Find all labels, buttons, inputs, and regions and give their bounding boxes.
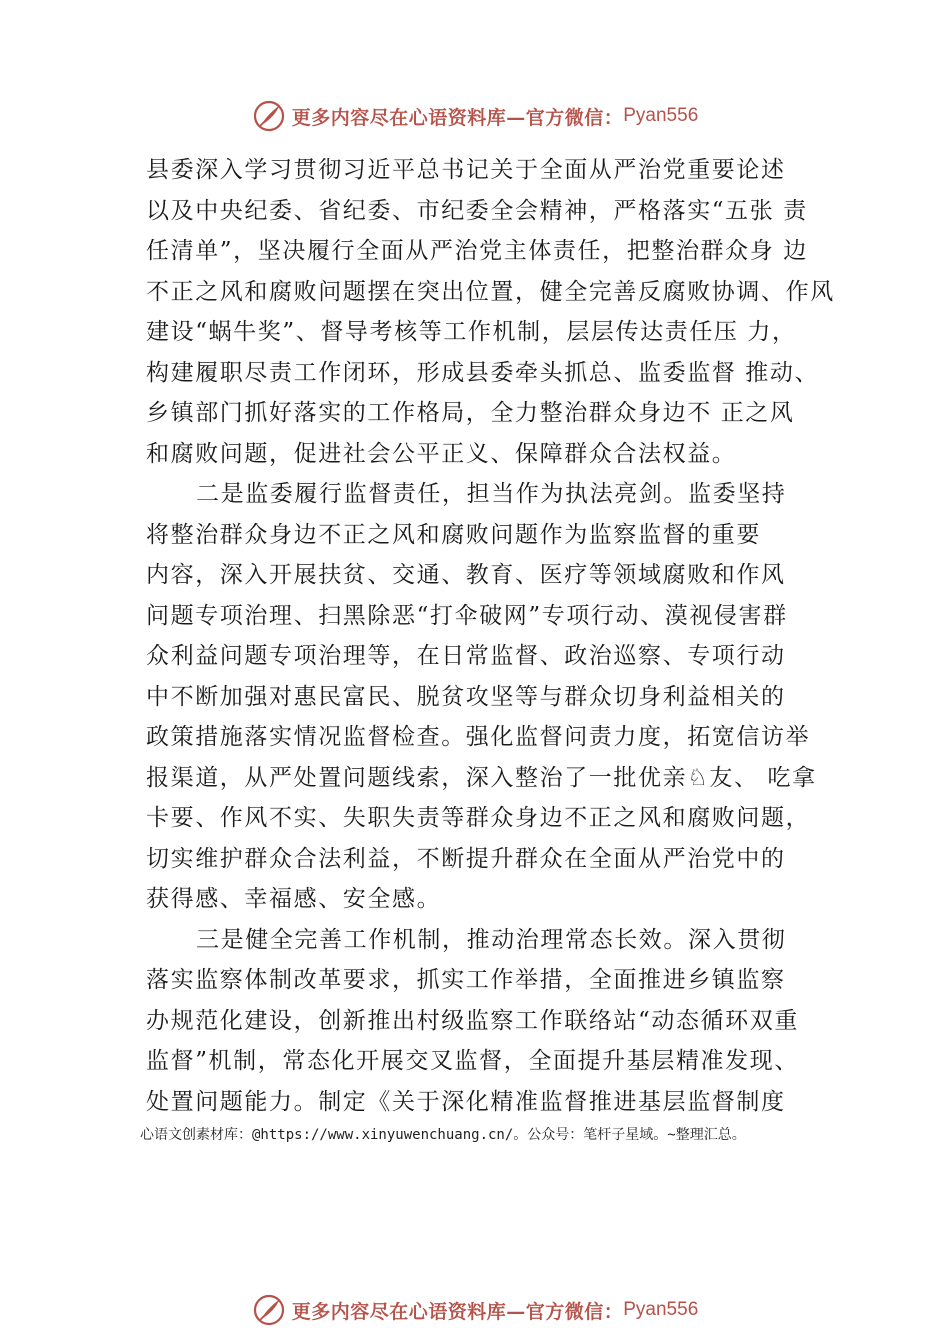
text-line: 办规范化建设，创新推出村级监察工作联络站“动态循环双重 bbox=[146, 1007, 799, 1034]
header-banner bbox=[0, 96, 950, 136]
text-line: 监督”机制，常态化开展交叉监督，全面提升基层精准发现、 bbox=[146, 1048, 799, 1074]
text-line: 建设“蜗牛奖”、督导考核等工作机制，层层传达责任压 力， bbox=[146, 319, 797, 345]
text-line: 卡要、作风不实、失职失责等群众身边不正之风和腐败问题， bbox=[146, 805, 811, 831]
text-line: 不正之风和腐败问题摆在突出位置，健全完善反腐败协调、作风 bbox=[146, 278, 835, 305]
banner-wechat-id: Pyan556 bbox=[623, 1299, 699, 1320]
banner-text: 更多内容尽在心语资料库—官方微信： bbox=[291, 106, 624, 129]
banner-wechat-id: Pyan556 bbox=[623, 105, 699, 126]
text-line: 报渠道，从严处置问题线索，深入整治了一批优亲♘友、 吃拿 bbox=[146, 764, 817, 791]
banner-text: 更多内容尽在心语资料库—官方微信： bbox=[291, 1300, 624, 1323]
footer-source-note: 心语文创素材库：@https://www.xinyuwenchuang.cn/。公众号：笔杆子星域。~整理汇总。 bbox=[140, 1127, 746, 1143]
quill-logo-icon bbox=[252, 1293, 286, 1327]
text-line: 内容，深入开展扶贫、交通、教育、医疗等领域腐败和作风 bbox=[146, 562, 786, 588]
text-line: 落实监察体制改革要求，抓实工作举措，全面推进乡镇监察 bbox=[146, 967, 786, 993]
text-line: 乡镇部门抓好落实的工作格局，全力整治群众身边不 正之风 bbox=[146, 400, 795, 426]
text-line: 切实维护群众合法利益，不断提升群众在全面从严治党中的 bbox=[146, 845, 786, 872]
quill-logo-icon bbox=[252, 99, 286, 133]
paragraph-start-line: 三是健全完善工作机制，推动治理常态长效。深入贯彻 bbox=[196, 926, 787, 953]
text-line: 任清单”，坚决履行全面从严治党主体责任，把整治群众身 边 bbox=[146, 238, 808, 264]
footer-banner bbox=[0, 1290, 950, 1330]
text-line: 和腐败问题，促进社会公平正义、保障群众合法权益。 bbox=[146, 440, 737, 467]
text-line: 县委深入学习贯彻习近平总书记关于全面从严治党重要论述 bbox=[146, 157, 786, 183]
text-line: 中不断加强对惠民富民、脱贫攻坚等与群众切身利益相关的 bbox=[146, 683, 786, 710]
paragraph-start-line: 二是监委履行监督责任，担当作为执法亮剑。监委坚持 bbox=[196, 481, 787, 507]
text-line: 获得感、幸福感、安全感。 bbox=[146, 886, 442, 912]
text-line: 政策措施落实情况监督检查。强化监督问责力度，拓宽信访举 bbox=[146, 724, 811, 750]
text-line: 问题专项治理、扫黑除恶“打伞破网”专项行动、漠视侵害群 bbox=[146, 602, 788, 629]
text-line: 以及中央纪委、省纪委、市纪委全会精神，严格落实“五张 责 bbox=[146, 197, 808, 224]
text-line: 将整治群众身边不正之风和腐败问题作为监察监督的重要 bbox=[146, 521, 761, 548]
text-line: 构建履职尽责工作闭环，形成县委牵头抓总、监委监督 推动、 bbox=[146, 359, 820, 386]
document-body bbox=[146, 150, 836, 1122]
text-line: 处置问题能力。制定《关于深化精准监督推进基层监督制度 bbox=[146, 1088, 786, 1115]
text-line: 众利益问题专项治理等，在日常监督、政治巡察、专项行动 bbox=[146, 643, 786, 669]
